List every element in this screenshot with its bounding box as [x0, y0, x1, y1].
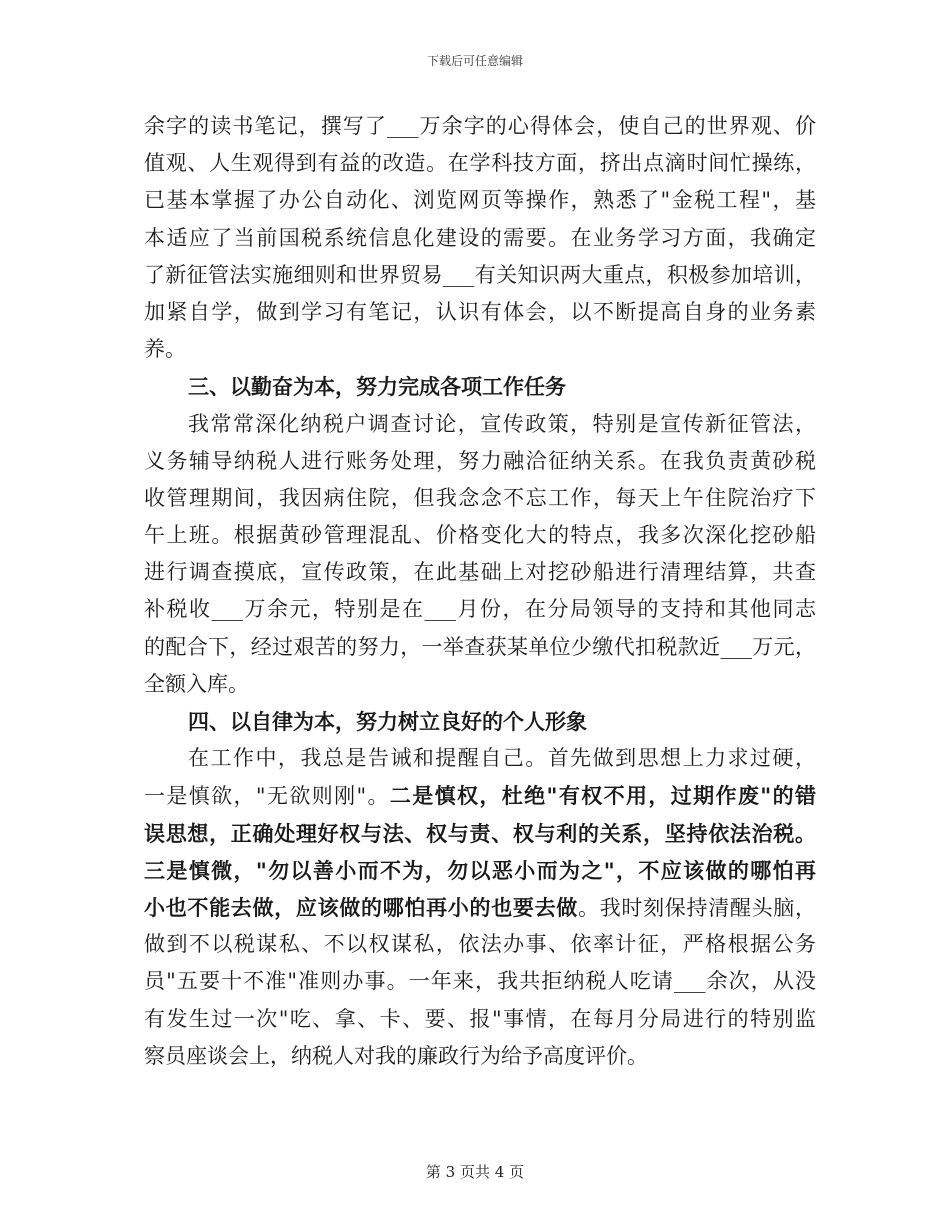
normal-text: 。我时刻保持清醒头脑， [578, 895, 816, 920]
paragraph-line: 全额入库。 [144, 671, 249, 696]
paragraph-line: 义务辅导纳税人进行账务处理，努力融洽征纳关系。在我负责黄砂税 [144, 448, 816, 473]
paragraph-line: 的配合下，经过艰苦的努力，一举查获某单位少缴代扣税款近___万元， [144, 634, 816, 659]
paragraph-line: 三是慎微，"勿以善小而不为，勿以恶小而为之"，不应该做的哪怕再 [144, 857, 816, 883]
paragraph-line: 做到不以税谋私、不以权谋私，依法办事、依率计征，严格根据公务 [144, 932, 816, 957]
bold-text: 二是慎权，杜绝"有权不用，过期作废"的错 [389, 783, 816, 809]
paragraph-line: 在工作中，我总是告诫和提醒自己。首先做到思想上力求过硬， [188, 746, 816, 771]
paragraph-line: 察员座谈会上，纳税人对我的廉政行为给予高度评价。 [144, 1043, 648, 1068]
page-header: 下载后可任意编辑 [426, 54, 523, 68]
paragraph-line: 值观、人生观得到有益的改造。在学科技方面，挤出点滴时间忙操练， [144, 151, 816, 176]
paragraph-line: 余字的读书笔记，撰写了___万余字的心得体会，使自己的世界观、价 [144, 114, 816, 138]
paragraph-line: 误思想，正确处理好权与法、权与责、权与利的关系，坚持依法治税。 [144, 820, 816, 846]
normal-text: 一是慎欲，"无欲则刚"。 [144, 784, 390, 809]
paragraph-line: 我常常深化纳税户调查讨论，宣传政策，特别是宣传新征管法， [188, 411, 816, 436]
paragraph-line [144, 889, 816, 926]
paragraph-line: 补税收___万余元，特别是在___月份，在分局领导的支持和其他同志 [144, 597, 816, 622]
paragraph-line: 加紧自学，做到学习有笔记，认识有体会，以不断提高自身的业务素 [144, 299, 816, 324]
paragraph-line: 进行调查摸底，宣传政策，在此基础上对挖砂船进行清理结算，共查 [144, 560, 816, 585]
document-body [144, 108, 816, 1075]
paragraph-line: 已基本掌握了办公自动化、浏览网页等操作，熟悉了"金税工程"，基 [144, 188, 816, 213]
paragraph-line: 了新征管法实施细则和世界贸易___有关知识两大重点，积极参加培训， [144, 262, 816, 287]
paragraph-line [144, 777, 816, 814]
paragraph-line: 员"五要十不准"准则办事。一年来，我共拒纳税人吃请___余次，从没 [144, 969, 816, 994]
paragraph-line: 午上班。根据黄砂管理混乱、价格变化大的特点，我多次深化挖砂船 [144, 523, 816, 548]
paragraph-line: 收管理期间，我因病住院，但我念念不忘工作，每天上午住院治疗下 [144, 485, 816, 510]
section-heading: 四、以自律为本，努力树立良好的个人形象 [188, 709, 587, 734]
paragraph-line: 养。 [144, 337, 186, 362]
bold-text: 小也不能去做，应该做的哪怕再小的也要去做 [144, 894, 578, 920]
paragraph-line: 本适应了当前国税系统信息化建设的需要。在业务学习方面，我确定 [144, 225, 816, 250]
page-footer: 第 3 页共 4 页 [425, 1163, 525, 1181]
section-heading: 三、以勤奋为本，努力完成各项工作任务 [188, 374, 566, 400]
paragraph-line: 有发生过一次"吃、拿、卡、要、报"事情，在每月分局进行的特别监 [144, 1006, 816, 1031]
